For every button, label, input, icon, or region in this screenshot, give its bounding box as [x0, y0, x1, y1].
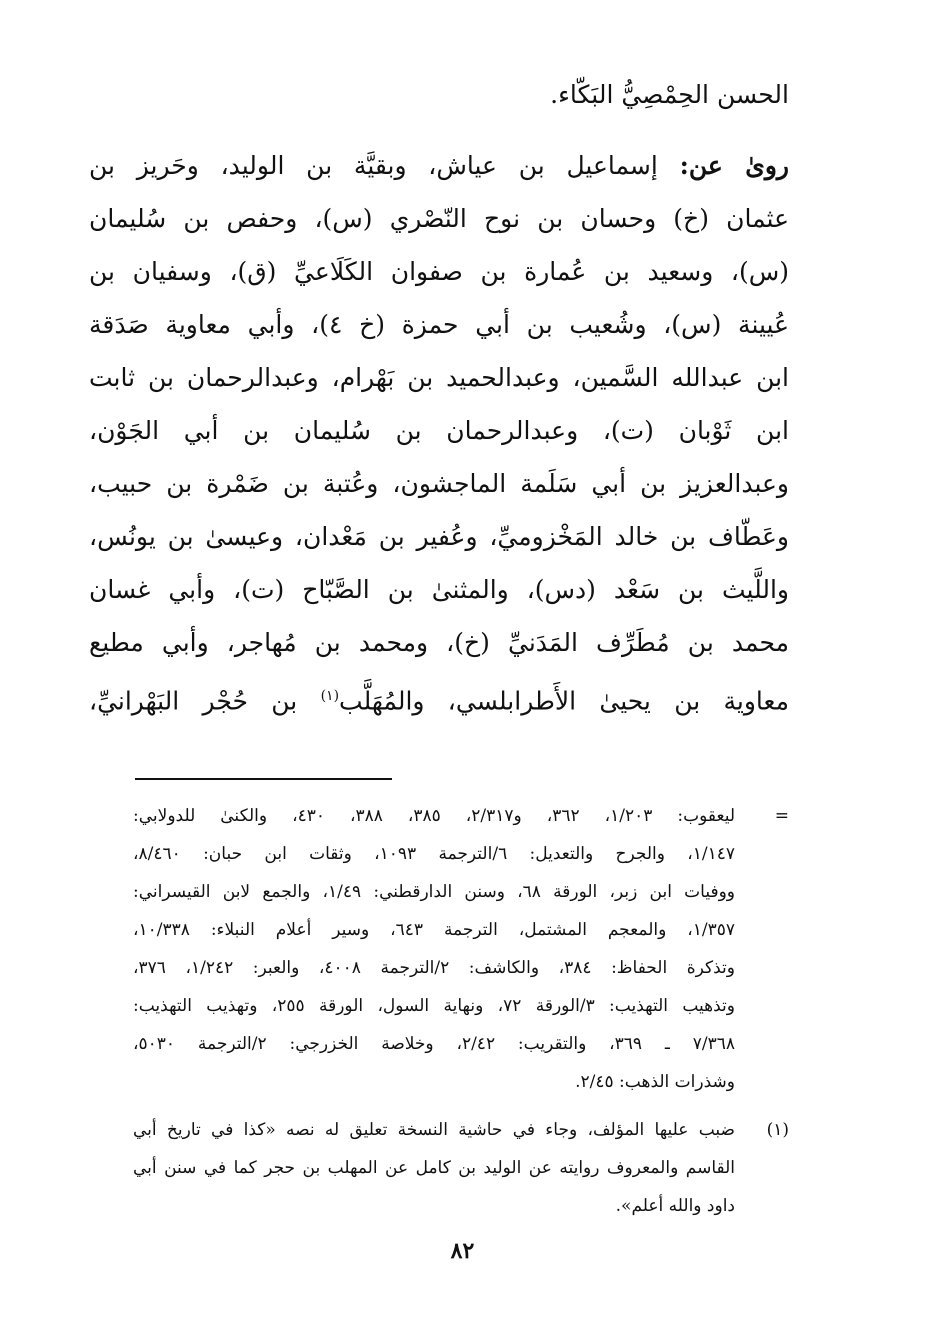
main-text-line-9: واللَّيث بن سَعْد (دس)، والمثنىٰ بن الصَّبّاح (ت)، وأبي غسان [89, 575, 789, 604]
footnote-continuation-line-5: وتذكرة الحفاظ: ٣٨٤، والكاشف: ٢/الترجمة ٤٠٠٨، والعبر: ١/٢٤٢، ٣٧٦، [133, 958, 735, 978]
footnote-continuation-line-7: ٧/٣٦٨ ـ ٣٦٩، والتقريب: ٢/٤٢، وخلاصة الخزرجي: ٢/الترجمة ٥٠٣٠، [133, 1034, 735, 1054]
footnote-1-line-1: ضبب عليها المؤلف، وجاء في حاشية النسخة تعليق له نصه «كذا في تاريخ أبي [133, 1120, 735, 1140]
main-text-line-11-start: معاوية بن يحيىٰ الأَطرابلسي، والمُهَلَّب [339, 686, 789, 716]
main-text-line-10: محمد بن مُطَرِّف المَدَنيِّ (خ)، ومحمد بن مُهاجر، وأبي مطيع [89, 628, 789, 657]
footnote-reference: (١) [320, 688, 340, 704]
footnote-continuation-line-8: وشذرات الذهب: ٢/٤٥. [575, 1072, 735, 1092]
footnote-continuation-line-4: ١/٣٥٧، والمعجم المشتمل، الترجمة ٦٤٣، وسير أعلام النبلاء: ١٠/٣٣٨، [133, 920, 735, 940]
main-text-line-7: وعبدالعزيز بن أبي سَلَمة الماجشون، وعُتبة بن ضَمْرة بن حبيب، [89, 469, 789, 498]
footnote-continuation-line-2: ١/١٤٧، والجرح والتعديل: ٦/الترجمة ١٠٩٣، وثقات ابن حبان: ٨/٤٦٠، [133, 844, 736, 864]
main-text-line-3: (س)، وسعيد بن عُمارة بن صفوان الكَلَاعيِّ (ق)، وسفيان بن [89, 257, 789, 286]
footnote-separator [135, 778, 392, 780]
main-text-line-1-content: إسماعيل بن عياش، وبقيَّة بن الوليد، وحَريز بن [89, 151, 658, 180]
main-text-line-8: وعَطّاف بن خالد المَخْزوميِّ، وعُفير بن مَعْدان، وعيسىٰ بن يونُس، [89, 522, 789, 551]
continuation-marker: = [774, 806, 789, 826]
main-text-line-4: عُيينة (س)، وشُعيب بن أبي حمزة (خ ٤)، وأبي معاوية صَدَقة [89, 310, 789, 339]
main-text-line-5: ابن عبدالله السَّمين، وعبدالحميد بن بَهْرام، وعبدالرحمان بن ثابت [89, 363, 789, 392]
main-text-line-11-end: بن حُجْر البَهْرانيِّ، [89, 686, 298, 716]
footnote-1-marker: (١) [766, 1120, 789, 1140]
footnote-continuation-line-6: وتذهيب التهذيب: ٣/الورقة ٧٢، ونهاية السول، الورقة ٢٥٥، وتهذيب التهذيب: [133, 996, 735, 1016]
page-number: ٨٢ [450, 1238, 475, 1264]
footnote-1-line-2: القاسم والمعروف روايته عن الوليد بن كامل عن المهلب بن حجر كما في سنن أبي [133, 1158, 735, 1178]
footnote-1-line-3: داود والله أعلم». [615, 1196, 735, 1216]
footnote-continuation-line-3: ووفيات ابن زبر، الورقة ٦٨، وسنن الدارقطني: ١/٤٩، والجمع لابن القيسراني: [133, 882, 735, 902]
main-text-line-6: ابن ثَوْبان (ت)، وعبدالرحمان بن سُليمان بن أبي الجَوْن، [89, 416, 789, 445]
footnote-continuation-line-1: ليعقوب: ١/٢٠٣، ٣٦٢، و٢/٣١٧، ٣٨٥، ٣٨٨، ٤٣٠، والكنىٰ للدولابي: [133, 806, 736, 826]
narrated-from-label: روىٰ عن: [679, 151, 789, 180]
main-text-line-1 [89, 146, 789, 186]
main-text-line-2: عثمان (خ) وحسان بن نوح النّصْري (س)، وحفص بن سُليمان [89, 204, 789, 233]
main-text-line-11 [89, 676, 789, 721]
entry-heading: الحسن الحِمْصِيُّ البَكّاء. [550, 80, 789, 109]
